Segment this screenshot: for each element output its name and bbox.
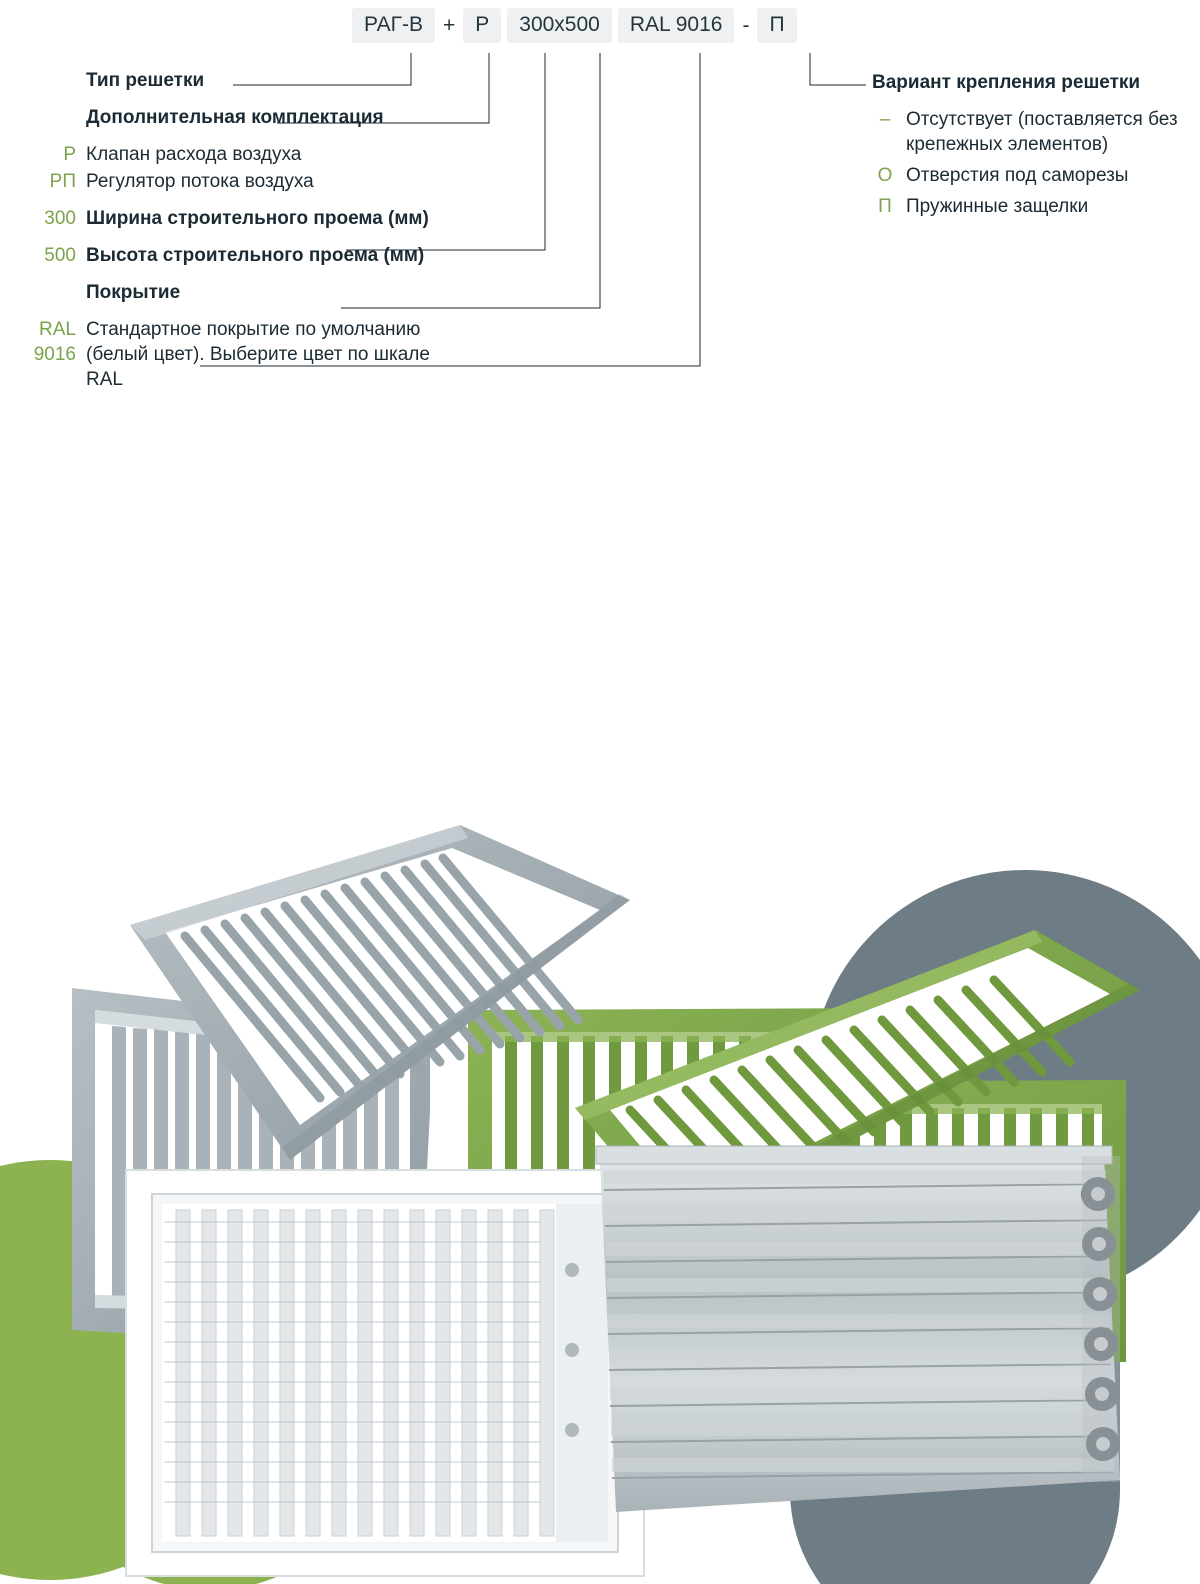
legend-value-type: Тип решетки bbox=[86, 70, 205, 91]
legend-key-width: 300 bbox=[44, 208, 76, 229]
formula-part-option: Р bbox=[463, 8, 501, 43]
mount-value-holes: Отверстия под саморезы bbox=[906, 165, 1129, 186]
grille-white-front bbox=[126, 1170, 644, 1576]
legend-item-type bbox=[14, 68, 444, 93]
formula-part-size: 300x500 bbox=[507, 8, 612, 43]
legend-value-height: Высота строительного проема (мм) bbox=[86, 245, 425, 266]
product-code-formula bbox=[352, 8, 797, 43]
legend-item-extra-kit bbox=[14, 105, 444, 130]
mount-key-none: – bbox=[879, 109, 891, 130]
left-legend bbox=[14, 68, 444, 394]
legend-value-valve: Клапан расхода воздуха bbox=[86, 144, 302, 165]
mount-key-latches: П bbox=[878, 196, 892, 217]
formula-part-ral: RAL 9016 bbox=[618, 8, 735, 43]
formula-part-dash: - bbox=[742, 14, 750, 37]
formula-part-mount: П bbox=[757, 8, 796, 43]
mount-option-holes bbox=[872, 163, 1182, 188]
right-legend-title: Вариант крепления решетки bbox=[872, 72, 1141, 93]
legend-key-valve: Р bbox=[63, 144, 76, 165]
mount-key-holes: О bbox=[877, 165, 893, 186]
formula-part-type: РАГ-В bbox=[352, 8, 435, 43]
legend-item-width bbox=[14, 206, 444, 231]
damper-aluminium bbox=[596, 1146, 1120, 1512]
legend-key-regulator: РП bbox=[49, 171, 76, 192]
legend-value-width: Ширина строительного проема (мм) bbox=[86, 208, 429, 229]
legend-value-regulator: Регулятор потока воздуха bbox=[86, 171, 314, 192]
formula-part-plus: + bbox=[442, 14, 456, 37]
legend-item-coating bbox=[14, 280, 444, 305]
mount-value-none: Отсутствует (поставляется без крепежных элементов) bbox=[906, 109, 1178, 155]
legend-item-regulator bbox=[14, 169, 444, 194]
right-legend bbox=[872, 70, 1182, 225]
legend-value-ral: Стандартное покрытие по умолчанию (белый цвет). Выберите цвет по шкале RAL bbox=[86, 319, 430, 390]
legend-value-extra-kit: Дополнительная комплектация bbox=[86, 107, 384, 128]
legend-item-ral bbox=[14, 317, 444, 392]
product-photo-collage bbox=[0, 470, 1200, 1584]
mount-value-latches: Пружинные защелки bbox=[906, 196, 1089, 217]
legend-item-height bbox=[14, 243, 444, 268]
mount-option-none bbox=[872, 107, 1182, 157]
legend-item-valve bbox=[14, 142, 444, 167]
mount-option-latches bbox=[872, 194, 1182, 219]
legend-value-coating: Покрытие bbox=[86, 282, 181, 303]
legend-key-ral: RAL 9016 bbox=[33, 319, 76, 365]
legend-key-height: 500 bbox=[44, 245, 76, 266]
